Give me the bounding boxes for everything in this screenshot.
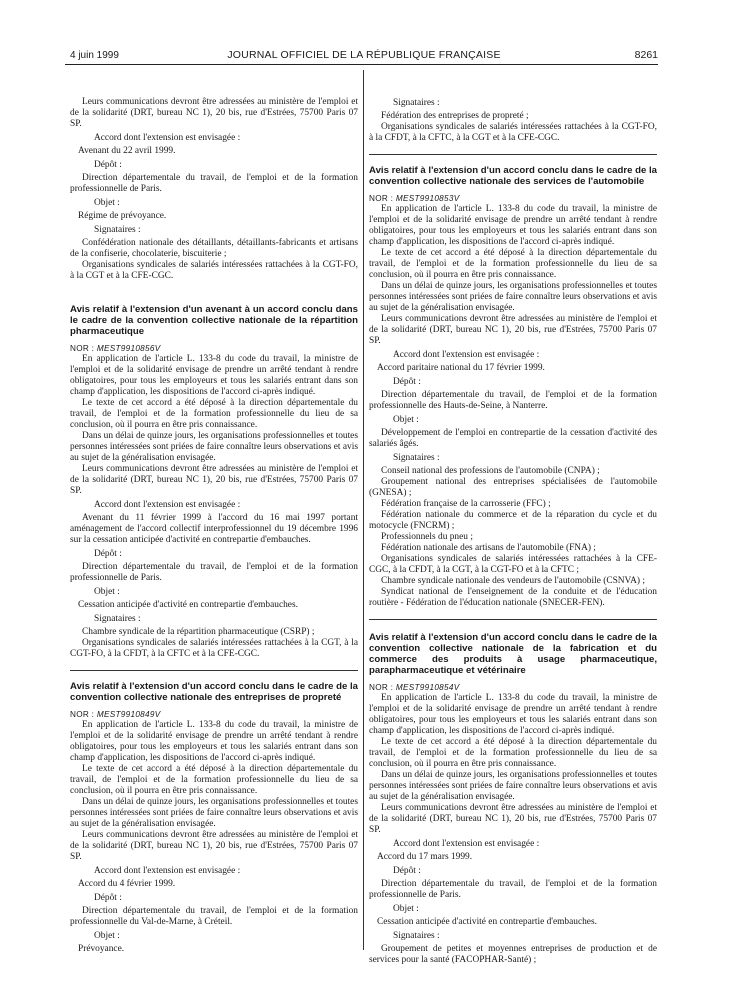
left-column: [70, 97, 358, 955]
notice-title: Avis relatif à l'extension d'un avenant à un accord conclu dans le cadre de la convention collective nationale de la répartition pharmaceutique: [70, 304, 358, 337]
section-separator: [369, 619, 657, 620]
signataire-item: Organisations syndicales de salariés intéressées rattachées à la CGT-FO, à la CFDT, à la CFTC, à la CGT et à la CFE-CGC.: [369, 122, 657, 143]
objet-value: Développement de l'emploi en contrepartie de la cessation d'activité des salariés âgés.: [369, 428, 657, 449]
objet-label: Objet :: [94, 931, 120, 941]
nor-code: MEST9910849V: [96, 710, 161, 719]
signataire-item: Organisations syndicales de salariés intéressées rattachées à la CGT-FO, à la CGT et à la CFE-CGC.: [70, 260, 358, 281]
objet-value: Prévoyance.: [78, 944, 125, 954]
notice-paragraph: Le texte de cet accord a été déposé à la direction départementale du travail, de l'emploi et de la formation professionnelle du lieu de sa conclusion, où il pourra en être pris connaissance.: [369, 737, 657, 769]
depot-value: Direction départementale du travail, de l'emploi et de la formation professionnelle de Paris.: [70, 173, 358, 194]
accord-label: Accord dont l'extension est envisagée :: [393, 350, 540, 360]
nor-label: NOR :: [70, 710, 95, 719]
signataire-item: Fédération nationale du commerce et de la réparation du cycle et du motocycle (FNCRM) ;: [369, 510, 657, 531]
signataires-label: Signataires :: [393, 98, 440, 108]
notice-paragraph: Dans un délai de quinze jours, les organisations professionnelles et toutes personnes intéressées sont priées de faire connaître leurs observations et avis au sujet de la généralisation envisagée.: [70, 797, 358, 829]
depot-value: Direction départementale du travail, de l'emploi et de la formation professionnelle du Val-de-Marne, à Créteil.: [70, 906, 358, 927]
notice-title: Avis relatif à l'extension d'un accord conclu dans le cadre de la convention collective nationale des services de l'automobile: [369, 165, 657, 187]
notice-paragraph: Leurs communications devront être adressées au ministère de l'emploi et de la solidarité (DRT, bureau NC 1), 20 bis, rue d'Estrées, 75700 Paris 07 SP.: [70, 464, 358, 496]
nor-code: MEST9910853V: [395, 194, 460, 203]
depot-value: Direction départementale du travail, de l'emploi et de la formation professionnelle de Paris.: [369, 879, 657, 900]
accord-label: Accord dont l'extension est envisagée :: [393, 839, 540, 849]
depot-label: Dépôt :: [94, 549, 122, 559]
nor-reference: [369, 193, 657, 204]
accord-value: Accord du 4 février 1999.: [78, 879, 176, 889]
objet-label: Objet :: [393, 904, 419, 914]
signataire-item: Fédération nationale des artisans de l'automobile (FNA) ;: [381, 543, 596, 553]
nor-reference: [70, 343, 358, 354]
depot-value: Direction départementale du travail, de l'emploi et de la formation professionnelle des Hauts-de-Seine, à Nanterre.: [369, 390, 657, 411]
nor-label: NOR :: [70, 344, 95, 353]
signataires-label: Signataires :: [94, 614, 141, 624]
signataire-item: Fédération française de la carrosserie (FFC) ;: [381, 499, 551, 509]
depot-label: Dépôt :: [94, 160, 122, 170]
header-rule: [65, 64, 658, 65]
accord-label: Accord dont l'extension est envisagée :: [94, 500, 241, 510]
objet-value: Cessation anticipée d'activité en contrepartie d'embauches.: [377, 917, 597, 927]
notice-paragraph: Le texte de cet accord a été déposé à la direction départementale du travail, de l'emploi et de la formation professionnelle du lieu de sa conclusion, où il pourra en être pris connaissance.: [70, 764, 358, 796]
nor-code: MEST9910854V: [395, 683, 460, 692]
notice-paragraph: En application de l'article L. 133-8 du code du travail, la ministre de l'emploi et de la solidarité envisage de prendre un arrêté tendant à rendre obligatoires, pour tous les employeurs et tous les salariés entrant dans son champ d'application, les dispositions de l'accord ci-après indiqué.: [369, 204, 657, 247]
signataires-label: Signataires :: [94, 225, 141, 235]
accord-value: Accord du 17 mars 1999.: [377, 852, 473, 862]
depot-label: Dépôt :: [393, 377, 421, 387]
notice-paragraph: Leurs communications devront être adressées au ministère de l'emploi et de la solidarité (DRT, bureau NC 1), 20 bis, rue d'Estrées, 75700 Paris 07 SP.: [369, 803, 657, 835]
header-journal-title: JOURNAL OFFICIEL DE LA RÉPUBLIQUE FRANÇAISE: [227, 49, 501, 61]
header-page-number: 8261: [634, 49, 658, 61]
notice-paragraph: En application de l'article L. 133-8 du code du travail, la ministre de l'emploi et de la solidarité envisage de prendre un arrêté tendant à rendre obligatoires, pour tous les employeurs et tous les salariés entrant dans son champ d'application, les dispositions de l'accord ci-après indiqué.: [70, 354, 358, 397]
depot-label: Dépôt :: [94, 893, 122, 903]
signataire-item: Syndicat national de l'enseignement de la conduite et de l'éducation routière - Fédération de l'éducation nationale (SNECER-FEN).: [369, 587, 657, 608]
objet-label: Objet :: [94, 198, 120, 208]
accord-label: Accord dont l'extension est envisagée :: [94, 133, 241, 143]
accord-value: Avenant du 11 février 1999 à l'accord du 16 mai 1997 portant aménagement de l'accord collectif interprofessionnel du 19 décembre 1996 sur la cessation anticipée d'activité en contrepartie d'embauches.: [70, 513, 358, 545]
signataires-label: Signataires :: [393, 453, 440, 463]
signataire-item: Conseil national des professions de l'automobile (CNPA) ;: [381, 466, 600, 476]
accord-value: Avenant du 22 avril 1999.: [78, 146, 176, 156]
notice-paragraph: Le texte de cet accord a été déposé à la direction départementale du travail, de l'emploi et de la formation professionnelle du lieu de sa conclusion, où il pourra en être pris connaissance.: [369, 248, 657, 280]
notice-paragraph: Dans un délai de quinze jours, les organisations professionnelles et toutes personnes intéressées sont priées de faire connaître leurs observations et avis au sujet de la généralisation envisagée.: [369, 770, 657, 802]
notice-paragraph: Leurs communications devront être adressées au ministère de l'emploi et de la solidarité (DRT, bureau NC 1), 20 bis, rue d'Estrées, 75700 Paris 07 SP.: [369, 314, 657, 346]
notice-title: Avis relatif à l'extension d'un accord conclu dans le cadre de la convention collective nationale de la fabrication et du commerce des produits à usage pharmaceutique, parapharmaceutique et vétérinaire: [369, 632, 657, 676]
signataire-item: Organisations syndicales de salariés intéressées rattachées à la CFE-CGC, à la CFDT, à la CGT, à la CGT-FO et à la CFTC ;: [369, 554, 657, 575]
accord-label: Accord dont l'extension est envisagée :: [94, 866, 241, 876]
column-divider: [363, 70, 364, 950]
right-column: [369, 98, 657, 966]
accord-value: Accord paritaire national du 17 février 1999.: [377, 363, 545, 373]
nor-reference: [369, 682, 657, 693]
notice-paragraph: Dans un délai de quinze jours, les organisations professionnelles et toutes personnes intéressées sont priées de faire connaître leurs observations et avis au sujet de la généralisation envisagée.: [369, 281, 657, 313]
signataire-item: Professionnels du pneu ;: [381, 532, 473, 542]
signataire-item: Fédération des entreprises de propreté ;: [381, 111, 529, 121]
nor-code: MEST9910856V: [96, 344, 161, 353]
nor-label: NOR :: [369, 194, 394, 203]
nor-label: NOR :: [369, 683, 394, 692]
nor-reference: [70, 709, 358, 720]
signataire-item: Groupement national des entreprises spécialisées de l'automobile (GNESA) ;: [369, 477, 657, 498]
intro-communications: Leurs communications devront être adressées au ministère de l'emploi et de la solidarité (DRT, bureau NC 1), 20 bis, rue d'Estrées, 75700 Paris 07 SP.: [70, 97, 358, 129]
signataire-item: Groupement de petites et moyennes entreprises de production et de services pour la santé (FACOPHAR-Santé) ;: [369, 944, 657, 965]
objet-label: Objet :: [393, 415, 419, 425]
running-header: [70, 48, 658, 64]
signataire-item: Chambre syndicale de la répartition pharmaceutique (CSRP) ;: [82, 627, 315, 637]
signataire-item: Chambre syndicale nationale des vendeurs de l'automobile (CSNVA) ;: [381, 576, 645, 586]
depot-label: Dépôt :: [393, 866, 421, 876]
depot-value: Direction départementale du travail, de l'emploi et de la formation professionnelle de Paris.: [70, 562, 358, 583]
objet-label: Objet :: [94, 587, 120, 597]
notice-paragraph: Dans un délai de quinze jours, les organisations professionnelles et toutes personnes intéressées sont priées de faire connaître leurs observations et avis au sujet de la généralisation envisagée.: [70, 431, 358, 463]
signataire-item: Confédération nationale des détaillants, détaillants-fabricants et artisans de la confiserie, chocolaterie, biscuiterie ;: [70, 238, 358, 259]
objet-value: Régime de prévoyance.: [78, 211, 167, 221]
notice-paragraph: Leurs communications devront être adressées au ministère de l'emploi et de la solidarité (DRT, bureau NC 1), 20 bis, rue d'Estrées, 75700 Paris 07 SP.: [70, 830, 358, 862]
signataires-label: Signataires :: [393, 931, 440, 941]
header-date: 4 juin 1999: [70, 50, 119, 61]
section-separator: [70, 670, 358, 671]
objet-value: Cessation anticipée d'activité en contrepartie d'embauches.: [78, 600, 298, 610]
signataire-item: Organisations syndicales de salariés intéressées rattachées à la CGT, à la CGT-FO, à la CFDT, à la CFTC et à la CFE-CGC.: [70, 638, 358, 659]
notice-title: Avis relatif à l'extension d'un accord conclu dans le cadre de la convention collective nationale des entreprises de propreté: [70, 681, 358, 703]
section-separator: [369, 154, 657, 155]
notice-paragraph: En application de l'article L. 133-8 du code du travail, la ministre de l'emploi et de la solidarité envisage de prendre un arrêté tendant à rendre obligatoires, pour tous les employeurs et tous les salariés entrant dans son champ d'application, les dispositions de l'accord ci-après indiqué.: [369, 693, 657, 736]
notice-paragraph: En application de l'article L. 133-8 du code du travail, la ministre de l'emploi et de la solidarité envisage de prendre un arrêté tendant à rendre obligatoires, pour tous les employeurs et tous les salariés entrant dans son champ d'application, les dispositions de l'accord ci-après indiqué.: [70, 720, 358, 763]
notice-paragraph: Le texte de cet accord a été déposé à la direction départementale du travail, de l'emploi et de la formation professionnelle du lieu de sa conclusion, où il pourra en être pris connaissance.: [70, 398, 358, 430]
